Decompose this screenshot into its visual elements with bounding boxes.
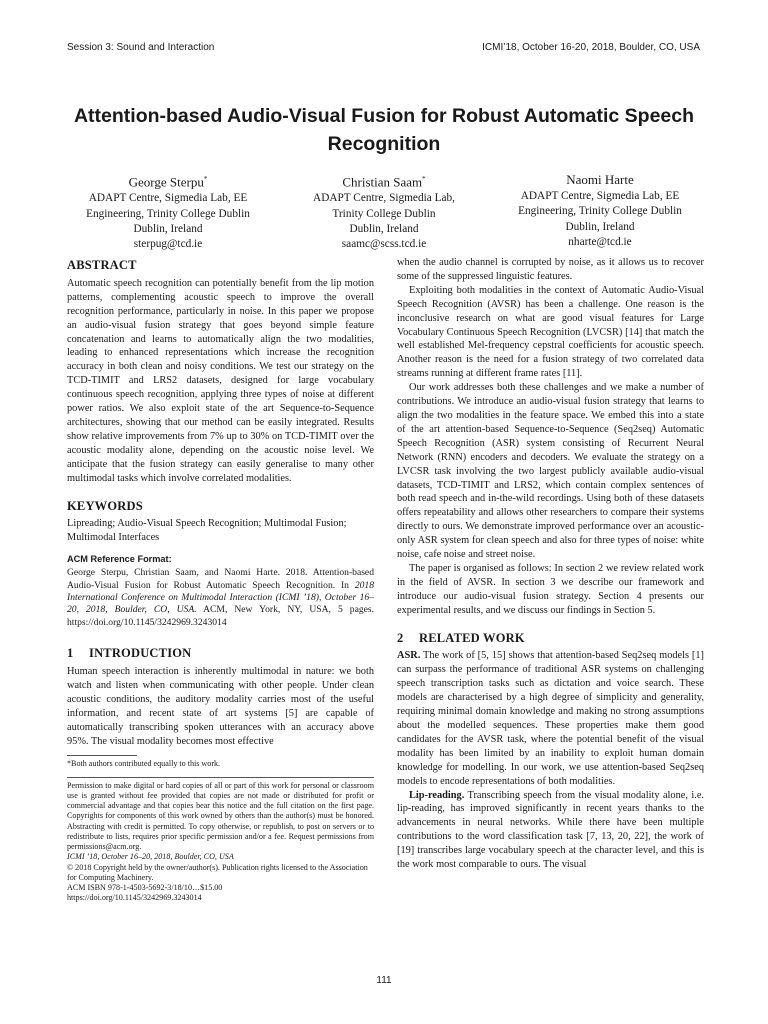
intro-paragraph: Our work addresses both these challenges and we make a number of contributions. We introduce an audio-visual fusion strategy that learns to align the two modalities in the feature space. We embed this into a state of the art attention-based Sequence-to-Sequence (Seq2seq) Automatic Speech Recognition (ASR) system consisting of Recurrent Neural Network (RNN) encoders and decoders. We evaluate the strategy on a LVCSR task involving the two largest publicly available audio-visual datasets, TCD-TIMIT and LRS2, which contain complex sentences of both read speech and in-the-wild recordings. Using both of these datasets offers repeatability and allows other researchers to compare their systems directly to ours. We demonstrate improved performance over an acoustic-only ASR system for clean speech and also for three types of noise: white noise, cafe noise and street noise. xyxy=(397,382,704,561)
author-affiliation: ADAPT Centre, Sigmedia Lab, EE xyxy=(88,192,248,205)
author-name: George Sterpu xyxy=(128,174,204,190)
author-affiliation: Engineering, Trinity College Dublin xyxy=(86,207,250,220)
author-affiliation: ADAPT Centre, Sigmedia Lab, xyxy=(313,192,455,205)
equal-contribution-mark: * xyxy=(203,175,208,183)
section-title: INTRODUCTION xyxy=(89,646,192,661)
right-column xyxy=(397,256,704,872)
acm-reference-heading: ACM Reference Format: xyxy=(67,554,172,565)
footnote-divider xyxy=(67,755,137,756)
acm-reference-venue: 2018 International Conference on Multimodal Interaction (ICMI ’18), October 16–20, 2018, Boulder, CO, USA. xyxy=(67,579,374,616)
permission-copyright: © 2018 Copyright held by the owner/author(s). Publication rights licensed to the Association for Computing Machinery. xyxy=(67,862,368,882)
author-email: saamc@scss.tcd.ie xyxy=(341,238,427,251)
page-number: 111 xyxy=(376,975,392,986)
author-email: nharte@tcd.ie xyxy=(568,235,632,248)
header-session: Session 3: Sound and Interaction xyxy=(67,42,215,53)
runin-heading: ASR. xyxy=(397,650,421,662)
permission-block xyxy=(67,781,374,904)
intro-continued-paragraph: when the audio channel is corrupted by noise, as it allows us to recover some of the suppressed linguistic features. xyxy=(397,257,704,282)
intro-paragraph: Exploiting both modalities in the context of Automatic Audio-Visual Speech Recognition (AVSR) has been a challenge. One reason is the inconclusive research on what are good visual features for Large Vocabulary Continuous Speech Recognition (LVCSR) [14] that match the well established Mel-frequency cepstral coefficients for acoustic speech. Another reason is the need for a fusion strategy of two correlated data streams running at different frame rates [11]. xyxy=(397,284,704,380)
header-conference: ICMI’18, October 16-20, 2018, Boulder, CO, USA xyxy=(482,42,700,53)
author-location: Dublin, Ireland xyxy=(565,220,635,233)
introduction-text: Human speech interaction is inherently multimodal in nature: we both watch and listen when communicating with other people. Under clean acoustic conditions, the auditory modality carries most of the useful information, and recent state of art systems [5] are capable of automatically transcribing spoken utterances with an accuracy above 95%. The visual modality becomes most effective xyxy=(67,666,374,747)
author-affiliation: Trinity College Dublin xyxy=(332,207,436,220)
introduction-heading xyxy=(67,647,374,661)
permission-isbn: ACM ISBN 978-1-4503-5692-3/18/10…$15.00 xyxy=(67,883,223,893)
abstract-heading: ABSTRACT xyxy=(67,258,137,272)
permission-text: Permission to make digital or hard copies of all or part of this work for personal or classroom use is granted without fee provided that copies are not made or distributed for profit or commercial advantage and that copies bear this notice and the full citation on the first page. Copyrights for components of this work owned by others than the author(s) must be honored. Abstracting with credit is permitted. To copy otherwise, or republish, to post on servers or to redistribute to lists, requires prior specific permission and/or a fee. Request permissions from permissions@acm.org. xyxy=(67,780,374,852)
keywords-heading: KEYWORDS xyxy=(67,498,143,513)
permission-doi: https://doi.org/10.1145/3242969.3243014 xyxy=(67,893,202,903)
section-number: 2 xyxy=(397,630,404,645)
runin-heading: Lip-reading. xyxy=(409,789,465,801)
author-1 xyxy=(60,171,276,253)
author-block xyxy=(60,171,708,253)
author-email: sterpug@tcd.ie xyxy=(133,238,203,251)
permission-venue: ICMI ’18, October 16–20, 2018, Boulder, CO, USA xyxy=(67,852,234,862)
related-work-lipreading-paragraph: Lip-reading. Transcribing speech from the visual modality alone, i.e. lip-reading, has improved significantly in recent years thanks to the advancements in neural networks. While there have been multiple contributions to the word classification task [7, 13, 20, 22], the work of [19] transcribes large vocabulary speech at the character level, and this is the work most comparable to ours. The visual xyxy=(397,789,704,871)
section-title: RELATED WORK xyxy=(419,630,525,645)
author-affiliation: ADAPT Centre, Sigmedia Lab, EE xyxy=(520,190,680,202)
equal-contribution-mark: * xyxy=(422,175,426,183)
related-work-heading xyxy=(397,632,704,646)
permission-divider xyxy=(67,777,374,778)
section-number: 1 xyxy=(67,646,74,661)
author-affiliation: Engineering, Trinity College Dublin xyxy=(518,205,682,218)
author-name: Naomi Harte xyxy=(566,172,634,187)
keywords-text: Lipreading; Audio-Visual Speech Recognition; Multimodal Fusion; Multimodal Interfaces xyxy=(67,518,347,544)
left-column xyxy=(67,256,374,904)
author-location: Dublin, Ireland xyxy=(349,222,419,235)
intro-paragraph: The paper is organised as follows: In section 2 we review related work in the field of AVSR. In section 3 we describe our framework and introduce our audio-visual fusion strategy. Section 4 presents our experimental results, and we discuss our findings in Section 5. xyxy=(397,562,704,616)
abstract-text: Automatic speech recognition can potentially benefit from the lip motion patterns, complementing acoustic speech to improve the overall recognition performance, particularly in noise. In this paper we propose an audio-visual fusion strategy that goes beyond simple feature concatenation and learns to automatically align the two modalities, leading to enhanced representations which increase the recognition accuracy in both clean and noisy conditions. We test our strategy on the TCD-TIMIT and LRS2 datasets, designed for large vocabulary continuous speech recognition, applying three types of noise at different power ratios. We also exploit state of the art Sequence-to-Sequence architectures, showing that our method can be easily integrated. Results show relative improvements from 7% up to 30% on TCD-TIMIT over the acoustic modality alone, depending on the acoustic noise level. We anticipate that the fusion strategy can easily generalise to many other multimodal tasks which involve correlated modalities. xyxy=(67,277,374,484)
author-2 xyxy=(276,171,492,253)
author-3 xyxy=(492,171,708,253)
related-work-asr-paragraph: ASR. The work of [5, 15] shows that attention-based Seq2seq models [1] can surpass the performance of traditional ASR systems on challenging speech transcription tasks such as dictation and voice search. These models are characterised by a high degree of simplicity and generality, requiring minimal domain knowledge and making no strong assumptions about the modelled sequences. These properties make them good candidates for the AVSR task, where the potential benefit of the visual modality has been limited by an inability to exploit human domain knowledge for modelling. In our work, we use attention-based Seq2seq models to encode representations of both modalities. xyxy=(397,650,704,787)
acm-reference-text: George Sterpu, Christian Saam, and Naomi Harte. 2018. Attention-based Audio-Visual Fusion for Robust Automatic Speech Recognition. In 2018 International Conference on Multimodal Interaction (ICMI ’18), October 16–20, 2018, Boulder, CO, USA. ACM, New York, NY, USA, 5 pages. https://doi.org/10.1145/3242969.3243014 xyxy=(67,567,375,628)
author-location: Dublin, Ireland xyxy=(133,222,203,235)
author-name: Christian Saam xyxy=(342,174,423,190)
paper-title: Attention-based Audio-Visual Fusion for Robust Automatic Speech Recognition xyxy=(73,105,695,155)
footnote-equal-contribution: *Both authors contributed equally to this work. xyxy=(67,758,221,768)
